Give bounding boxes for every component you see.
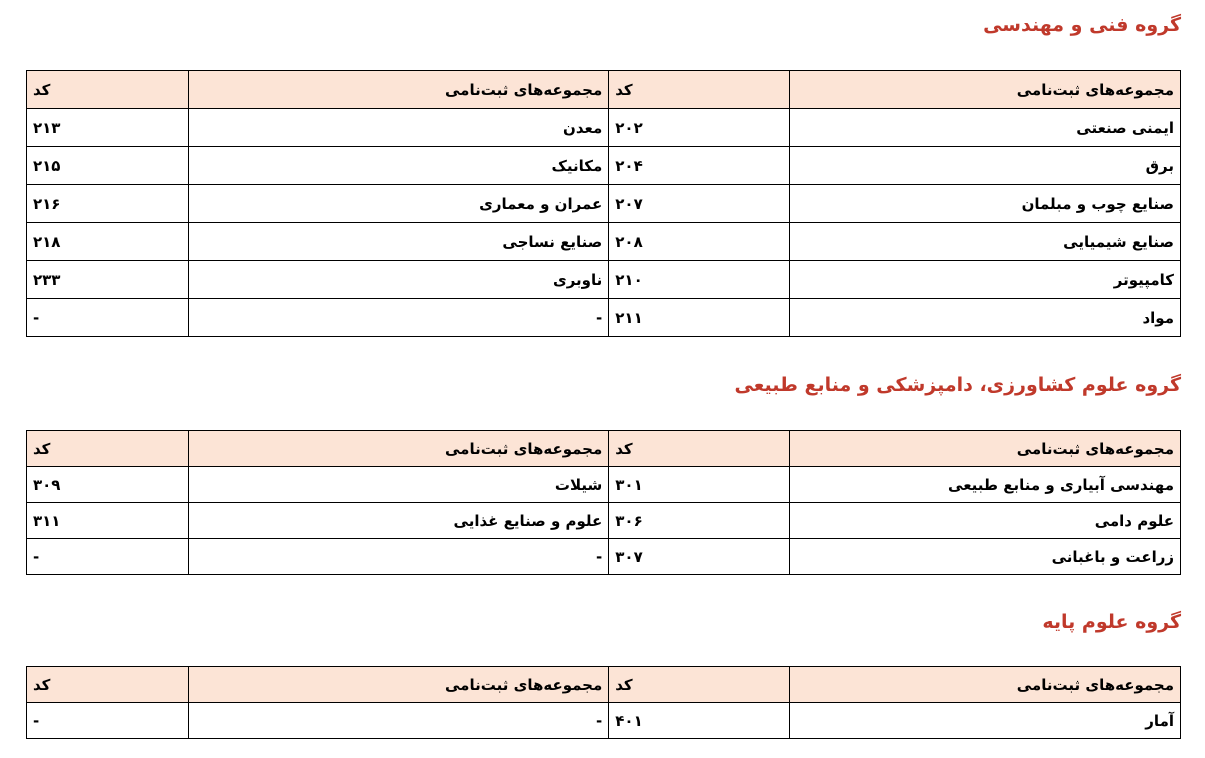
group-name: برق bbox=[790, 147, 1181, 185]
section-title-engineering: گروه فنی و مهندسی bbox=[983, 14, 1181, 36]
group-name: کامپیوتر bbox=[790, 261, 1181, 299]
header-code: کد bbox=[27, 431, 189, 467]
section-title-basic-sciences: گروه علوم پایه bbox=[1042, 611, 1181, 633]
group-code: ۳۰۷ bbox=[609, 539, 790, 575]
table-header-row bbox=[27, 667, 1181, 703]
group-name: زراعت و باغبانی bbox=[790, 539, 1181, 575]
table-row bbox=[27, 299, 1181, 337]
group-name: مواد bbox=[790, 299, 1181, 337]
group-code: ۲۰۷ bbox=[609, 185, 790, 223]
group-name: مکانیک bbox=[188, 147, 608, 185]
group-code: ۲۱۵ bbox=[27, 147, 189, 185]
group-code: - bbox=[27, 299, 189, 337]
table-header-row bbox=[27, 71, 1181, 109]
agriculture-table bbox=[26, 430, 1181, 575]
group-name: آمار bbox=[790, 703, 1181, 739]
group-code: ۲۱۱ bbox=[609, 299, 790, 337]
table-row bbox=[27, 703, 1181, 739]
table-row bbox=[27, 109, 1181, 147]
group-name: - bbox=[188, 703, 608, 739]
header-code: کد bbox=[27, 667, 189, 703]
header-group: مجموعه‌های ثبت‌نامی bbox=[790, 431, 1181, 467]
group-name: - bbox=[188, 539, 608, 575]
group-name: صنایع چوب و مبلمان bbox=[790, 185, 1181, 223]
group-name: علوم دامی bbox=[790, 503, 1181, 539]
group-name: صنایع شیمیایی bbox=[790, 223, 1181, 261]
group-name: علوم و صنایع غذایی bbox=[188, 503, 608, 539]
header-group: مجموعه‌های ثبت‌نامی bbox=[790, 71, 1181, 109]
group-code: ۲۰۸ bbox=[609, 223, 790, 261]
basic-sciences-table bbox=[26, 666, 1181, 739]
group-code: ۳۰۶ bbox=[609, 503, 790, 539]
group-code: - bbox=[27, 539, 189, 575]
group-code: ۲۱۶ bbox=[27, 185, 189, 223]
group-code: ۲۳۳ bbox=[27, 261, 189, 299]
table-row bbox=[27, 223, 1181, 261]
table-header-row bbox=[27, 431, 1181, 467]
engineering-table bbox=[26, 70, 1181, 337]
group-code: ۲۱۰ bbox=[609, 261, 790, 299]
header-code: کد bbox=[609, 667, 790, 703]
table-row bbox=[27, 261, 1181, 299]
group-name: ایمنی صنعتی bbox=[790, 109, 1181, 147]
group-code: ۳۱۱ bbox=[27, 503, 189, 539]
group-code: ۳۰۱ bbox=[609, 467, 790, 503]
header-group: مجموعه‌های ثبت‌نامی bbox=[188, 667, 608, 703]
table-row bbox=[27, 539, 1181, 575]
table-row bbox=[27, 503, 1181, 539]
header-code: کد bbox=[609, 71, 790, 109]
group-name: عمران و معماری bbox=[188, 185, 608, 223]
group-code: ۲۱۳ bbox=[27, 109, 189, 147]
group-code: ۴۰۱ bbox=[609, 703, 790, 739]
group-name: صنایع نساجی bbox=[188, 223, 608, 261]
group-name: مهندسی آبیاری و منابع طبیعی bbox=[790, 467, 1181, 503]
group-name: شیلات bbox=[188, 467, 608, 503]
group-code: - bbox=[27, 703, 189, 739]
header-group: مجموعه‌های ثبت‌نامی bbox=[188, 431, 608, 467]
group-code: ۲۰۴ bbox=[609, 147, 790, 185]
header-group: مجموعه‌های ثبت‌نامی bbox=[790, 667, 1181, 703]
group-name: ناوبری bbox=[188, 261, 608, 299]
header-code: کد bbox=[27, 71, 189, 109]
group-name: - bbox=[188, 299, 608, 337]
header-group: مجموعه‌های ثبت‌نامی bbox=[188, 71, 608, 109]
section-title-agriculture: گروه علوم کشاورزی، دامپزشکی و منابع طبیعی bbox=[734, 374, 1181, 396]
group-code: ۲۱۸ bbox=[27, 223, 189, 261]
header-code: کد bbox=[609, 431, 790, 467]
table-row bbox=[27, 467, 1181, 503]
group-name: معدن bbox=[188, 109, 608, 147]
group-code: ۳۰۹ bbox=[27, 467, 189, 503]
table-row bbox=[27, 147, 1181, 185]
table-row bbox=[27, 185, 1181, 223]
group-code: ۲۰۲ bbox=[609, 109, 790, 147]
